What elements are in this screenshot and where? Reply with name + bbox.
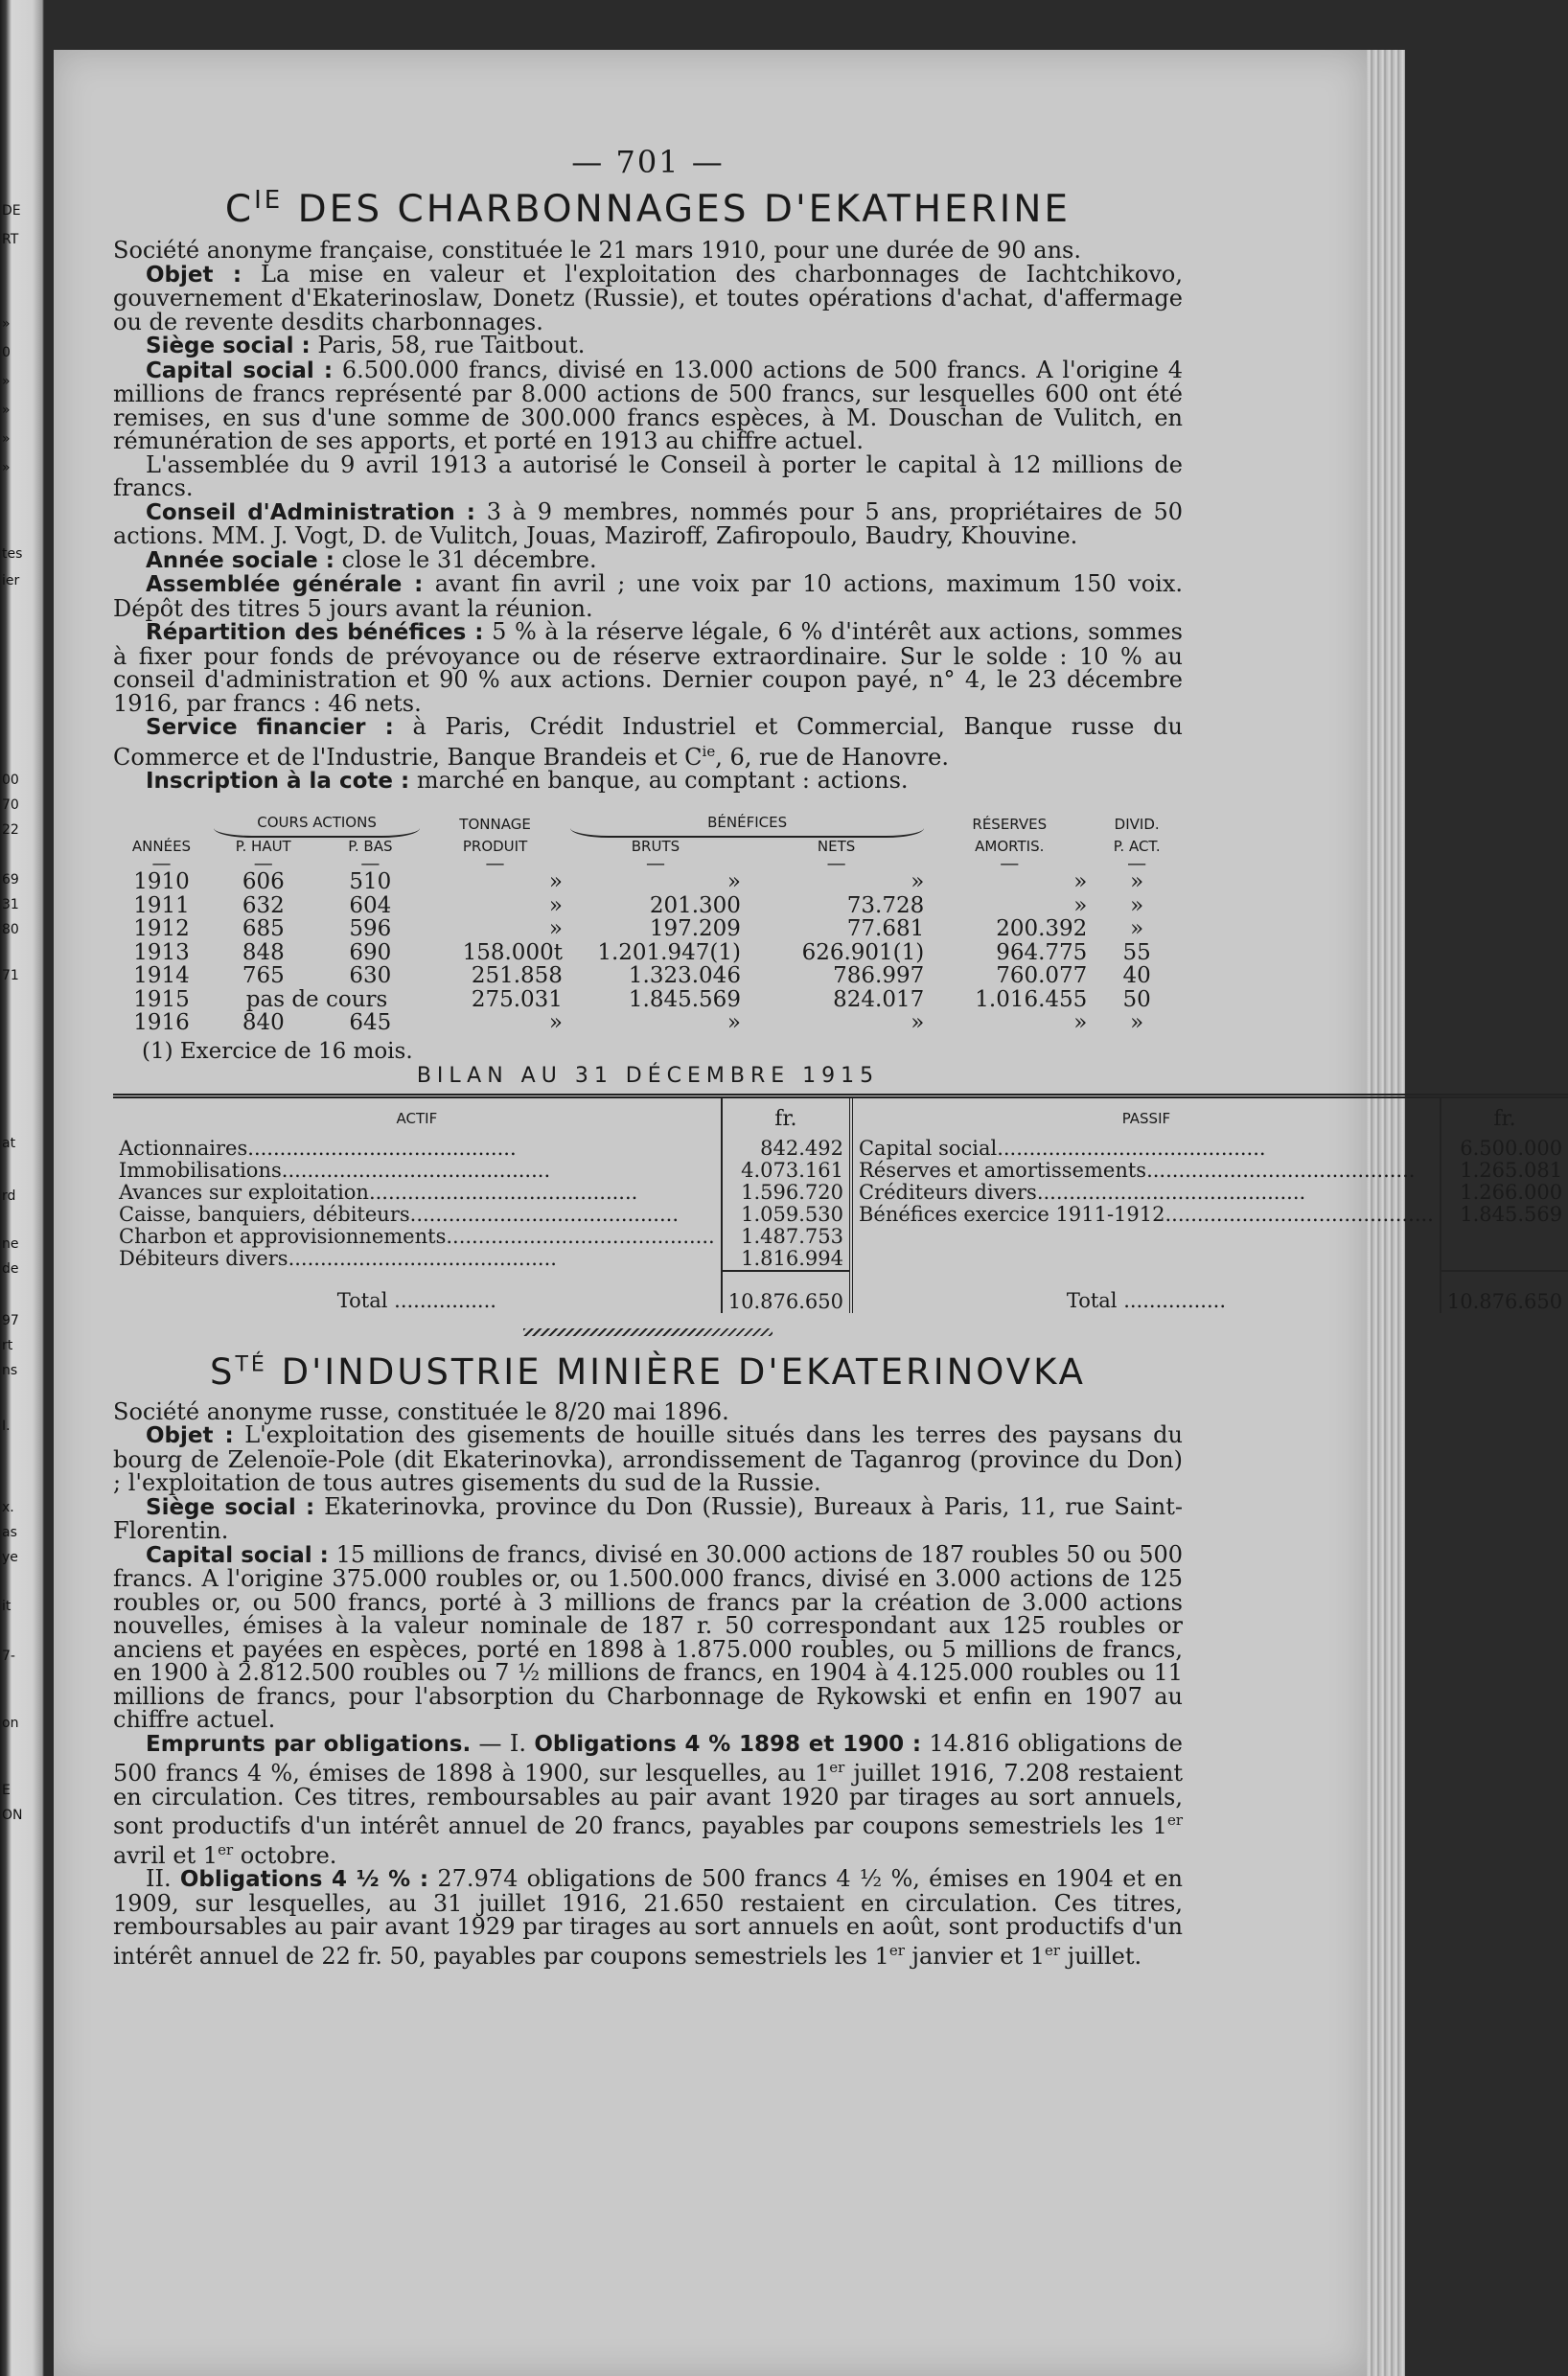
adjacent-page-margin — [0, 0, 44, 2376]
actif-amount: 1.487.753 — [722, 1226, 851, 1248]
margin-fragment: 22 — [2, 822, 19, 838]
margin-fragment: 0 — [2, 345, 11, 360]
cell-tonnage: 275.031 — [471, 986, 563, 1012]
assemblee-generale-paragraph: Assemblée générale : avant fin avril ; une voix par 10 actions, maximum 150 voix. Dépôt des titres 5 jours avant la réunion. — [113, 570, 1183, 622]
margin-fragment: 7- — [2, 1649, 15, 1664]
header-reserves: RÉSERVES — [972, 815, 1048, 833]
cell-nets: 824.017 — [833, 986, 925, 1012]
cell-tonnage: » — [548, 892, 563, 918]
cell-annee: 1912 — [133, 916, 190, 941]
cell-haut: 848 — [242, 939, 285, 965]
cell-tonnage: » — [548, 916, 563, 941]
bilan-table — [113, 1094, 1568, 1313]
cell-bas: 690 — [349, 939, 392, 965]
section-divider — [523, 1328, 772, 1336]
service-financier-paragraph: Service financier : à Paris, Crédit Industriel et Commercial, Banque russe du Commerce et de l'Industrie, Banque Brandeis et $C^{ie}$, 6, rue de Hanovre. — [113, 713, 1183, 771]
passif-label — [851, 1248, 1441, 1271]
cell-annee: 1914 — [133, 963, 190, 988]
passif-amount: 6.500.000 — [1441, 1138, 1568, 1160]
cell-reserves: 964.775 — [996, 939, 1088, 965]
company2-siege: Siège social : Ekaterinovka, province du Don (Russie), Bureaux à Paris, 11, rue Saint-Florentin. — [113, 1492, 1183, 1544]
company2-obligations-2: II. Obligations 4 ½ % : 27.974 obligations de 500 francs 4 ½ %, émises en 1904 et en 1909, sur lesquelles, au 31 juillet 1916, 21.650 restaient en circulation. Ces titres, remboursables au pair avant 1929 par tirages au sort annuels en août, sont productifs d'un intérêt annuel de 22 fr. 50, payables par coupons semestriels les 1er janvier et 1er juillet. — [113, 1865, 1183, 1970]
cell-tonnage: » — [548, 869, 563, 894]
margin-fragment: rd — [2, 1188, 16, 1204]
cell-reserves: » — [1073, 1010, 1088, 1035]
margin-fragment: ne — [2, 1236, 19, 1252]
cell-bas: 510 — [349, 869, 392, 894]
margin-fragment: it — [2, 1599, 12, 1614]
table-row — [113, 964, 1183, 988]
company-title-ekatherine: $C^{IE}$ DES CHARBONNAGES D'EKATHERINE — [224, 186, 1072, 231]
header-p-bas: P. BAS — [348, 838, 393, 855]
passif-amount — [1441, 1248, 1568, 1271]
margin-fragment: x. — [2, 1500, 14, 1515]
table-row — [113, 941, 1183, 965]
margin-fragment: I. — [2, 1419, 11, 1434]
cell-reserves: » — [1073, 892, 1088, 918]
header-cours-actions: COURS ACTIONS — [214, 811, 420, 839]
actif-amount: 4.073.161 — [722, 1160, 851, 1182]
margin-fragment: ye — [2, 1550, 18, 1565]
bilan-row — [113, 1204, 1568, 1226]
cell-haut: 632 — [242, 892, 285, 918]
company2-capital: Capital social : 15 millions de francs, divisé en 30.000 actions de 187 roubles 50 ou 500 francs. A l'origine 375.000 roubles or, ou 1.500.000 francs, divisé en 3.000 actions de 125 roubles or, ou 500 francs, porté à 3 millions de francs par la création de 3.000 actions nouvelles, émises à la valeur nominale de 187 r. 50 correspondant aux 125 roubles or anciens et payées en espèces, porté en 1898 à 1.875.000 roubles, ou 5 millions de francs, en 1900 à 2.812.500 roubles ou 7 ½ millions de francs, en 1904 à 4.125.000 roubles ou 11 millions de francs, pour l'absorption du Charbonnage de Rykowski et enfin en 1907 au chiffre actuel. — [113, 1540, 1184, 1733]
margin-fragment: tes — [2, 546, 23, 562]
actif-amount: 1.059.530 — [722, 1204, 851, 1226]
header-nets: NETS — [817, 838, 856, 855]
margin-fragment: » — [2, 460, 11, 475]
margin-fragment: » — [2, 374, 11, 389]
margin-fragment: » — [2, 431, 11, 447]
company-intro: Société anonyme française, constituée le 21 mars 1910, pour une durée de 90 ans. — [113, 237, 1081, 264]
cell-nets: 73.728 — [846, 892, 925, 918]
cell-annee: 1916 — [133, 1010, 190, 1035]
cell-divid: » — [1130, 916, 1144, 941]
margin-fragment: 70 — [2, 797, 19, 813]
table-row — [113, 917, 1183, 941]
cell-nets: » — [911, 1010, 925, 1035]
passif-amount: 1.845.569 — [1441, 1204, 1568, 1226]
bilan-row — [113, 1160, 1568, 1182]
passif-label: Réserves et amortissements.......................................... — [858, 1158, 1416, 1182]
cell-haut: 765 — [242, 963, 285, 988]
cell-divid: » — [1130, 892, 1144, 918]
total-passif-label: Total ................ — [1066, 1289, 1227, 1312]
margin-fragment: ier — [2, 573, 20, 588]
header-p-haut: P. HAUT — [235, 838, 291, 855]
cell-bas: 630 — [349, 963, 392, 988]
passif-label — [851, 1226, 1441, 1248]
actif-label: Caisse, banquiers, débiteurs.......................................... — [119, 1202, 680, 1226]
cell-haut: 606 — [242, 869, 285, 894]
passif-currency: fr. — [1441, 1096, 1568, 1138]
siege-paragraph: Siège social : Paris, 58, rue Taitbout. — [146, 332, 586, 358]
bilan-row — [113, 1138, 1568, 1160]
margin-fragment: 80 — [2, 922, 19, 937]
cell-tonnage: 158.000t — [462, 939, 563, 965]
assemblee-1913-paragraph: L'assemblée du 9 avril 1913 a autorisé le Conseil à porter le capital à 12 millions de francs. — [113, 450, 1183, 501]
actif-currency: fr. — [722, 1096, 851, 1138]
cell-reserves: 200.392 — [996, 916, 1088, 941]
cell-haut: pas de cours — [245, 986, 388, 1012]
margin-fragment: 00 — [2, 773, 19, 788]
company-title-ekaterinovka: $S^{TÉ}$ D'INDUSTRIE MINIÈRE D'EKATERINOVKA — [209, 1350, 1086, 1393]
table-row — [113, 1011, 1183, 1035]
cell-reserves: 760.077 — [996, 963, 1088, 988]
margin-fragment: on — [2, 1716, 19, 1731]
cell-annee: 1915 — [133, 986, 190, 1012]
passif-amount: 1.265.081 — [1441, 1160, 1568, 1182]
total-actif-label: Total ................ — [336, 1289, 496, 1312]
bilan-row — [113, 1182, 1568, 1204]
objet-paragraph: Objet : La mise en valeur et l'exploitation des charbonnages de Iachtchikovo, gouvernement d'Ekaterinoslaw, Donetz (Russie), et toutes opérations d'achat, d'affermage ou de revente desdits charbonnages. — [113, 260, 1184, 335]
passif-label: Capital social.......................................... — [858, 1136, 1266, 1160]
header-divid: DIVID. — [1114, 815, 1160, 833]
page-content — [113, 144, 1563, 1970]
cell-reserves: 1.016.455 — [975, 986, 1088, 1012]
actif-label: Débiteurs divers.......................................... — [119, 1247, 557, 1270]
cell-annee: 1911 — [133, 892, 190, 918]
cell-divid: 40 — [1122, 963, 1151, 988]
margin-fragment: E — [2, 1783, 11, 1798]
company2-intro: Société anonyme russe, constituée le 8/20 mai 1896. — [113, 1397, 729, 1425]
header-amortis: AMORTIS. — [975, 838, 1045, 855]
statistics-table — [113, 811, 1183, 1035]
cell-haut: 840 — [242, 1010, 285, 1035]
margin-fragment: RT — [2, 232, 19, 247]
cell-divid: » — [1130, 869, 1144, 894]
table-row — [113, 988, 1183, 1012]
cell-divid: 50 — [1122, 986, 1151, 1012]
inscription-paragraph: Inscription à la cote : marché en banque, au comptant : actions. — [146, 767, 909, 794]
bilan-row — [113, 1226, 1568, 1248]
header-p-act: P. ACT. — [1113, 838, 1161, 855]
cell-haut: 685 — [242, 916, 285, 941]
cell-nets: 786.997 — [833, 963, 925, 988]
passif-amount: 1.266.000 — [1441, 1182, 1568, 1204]
margin-fragment: ns — [2, 1363, 18, 1378]
repartition-paragraph: Répartition des bénéfices : 5 % à la réserve légale, 6 % d'intérêt aux actions, sommes à fixer pour fonds de prévoyance ou de réserve extraordinaire. Sur le solde : 10 % au conseil d'administration et 90 % aux actions. Dernier coupon payé, n° 4, le 23 décembre 1916, par francs : 46 nets. — [113, 618, 1183, 717]
conseil-paragraph: Conseil d'Administration : 3 à 9 membres, nommés pour 5 ans, propriétaires de 50 actions. MM. J. Vogt, D. de Vulitch, Jouas, Maziroff, Zafiropoulo, Baudry, Khouvine. — [113, 497, 1183, 549]
actif-label: Actionnaires.......................................... — [119, 1136, 517, 1160]
margin-fragment: ON — [2, 1808, 23, 1823]
cell-bas: 645 — [349, 1010, 392, 1035]
bilan-total-row — [113, 1271, 1568, 1313]
cell-tonnage: 251.858 — [471, 963, 563, 988]
header-produit: PRODUIT — [462, 838, 528, 855]
bilan-row — [113, 1248, 1568, 1271]
cell-tonnage: » — [548, 1010, 563, 1035]
cell-bruts: 201.300 — [649, 892, 741, 918]
header-bruts: BRUTS — [631, 838, 680, 855]
actif-amount: 1.596.720 — [722, 1182, 851, 1204]
footnote: (1) Exercice de 16 mois. — [142, 1038, 413, 1064]
total-actif-amount: 10.876.650 — [722, 1271, 851, 1313]
margin-fragment: 97 — [2, 1313, 19, 1328]
header-benefices: BÉNÉFICES — [570, 811, 924, 839]
bilan-title: BILAN AU 31 DÉCEMBRE 1915 — [416, 1063, 880, 1088]
company2-objet: Objet : L'exploitation des gisements de houille situés dans les terres des paysans du bourg de Zelenoïe-Pole (dit Ekaterinovka), arrondissement de Taganrog (province du Don) ; l'exploitation de tous autres gisements du sud de la Russie. — [113, 1421, 1184, 1496]
company2-emprunts: Emprunts par obligations. — I. Obligations 4 % 1898 et 1900 : 14.816 obligations de 500 francs 4 %, émises de 1898 à 1900, sur lesquelles, au 1er juillet 1916, 7.208 restaient en circulation. Ces titres, remboursables au pair avant 1920 par tirages au sort annuels, sont productifs d'un intérêt annuel de 20 francs, payables par coupons semestriels les 1er avril et 1er octobre. — [113, 1729, 1183, 1869]
cell-reserves: » — [1073, 869, 1088, 894]
cell-bruts: » — [726, 869, 741, 894]
margin-fragment: DE — [2, 203, 21, 219]
cell-annee: 1913 — [133, 939, 190, 965]
actif-amount: 842.492 — [722, 1138, 851, 1160]
total-passif-amount: 10.876.650 — [1441, 1271, 1568, 1313]
actif-label: Charbon et approvisionnements.......................................... — [119, 1224, 715, 1248]
actif-label: Avances sur exploitation.......................................... — [119, 1180, 638, 1204]
capital-paragraph: Capital social : 6.500.000 francs, divisé en 13.000 actions de 500 francs. A l'origine 4 millions de francs représenté par 8.000 actions de 500 francs, sur lesquelles 600 ont été remises, en sus d'une somme de 300.000 francs espèces, à M. Douschan de Vulitch, en rémunération de ses apports, et porté en 1913 au chiffre actuel. — [113, 356, 1183, 454]
cell-bruts: 1.845.569 — [628, 986, 741, 1012]
cell-bas: 596 — [349, 916, 392, 941]
cell-bruts: 197.209 — [649, 916, 741, 941]
actif-header: ACTIF — [396, 1109, 438, 1127]
margin-fragment: at — [2, 1136, 16, 1151]
header-dash-row: — — — — — — — — — [151, 851, 1147, 874]
margin-fragment: 71 — [2, 968, 19, 983]
cell-divid: » — [1130, 1010, 1144, 1035]
margin-fragment: » — [2, 316, 11, 332]
cell-bas: 604 — [349, 892, 392, 918]
cell-nets: 626.901(1) — [801, 939, 925, 965]
passif-label: Créditeurs divers.......................................... — [858, 1180, 1306, 1204]
passif-header: PASSIF — [1121, 1109, 1171, 1127]
page-number: — 701 — — [571, 144, 725, 180]
margin-fragment: rt — [2, 1338, 13, 1353]
cell-divid: 55 — [1122, 939, 1151, 965]
cell-nets: » — [911, 869, 925, 894]
cell-nets: 77.681 — [846, 916, 925, 941]
actif-label: Immobilisations.......................................... — [119, 1158, 551, 1182]
passif-amount — [1441, 1226, 1568, 1248]
cell-annee: 1910 — [133, 869, 190, 894]
margin-fragment: de — [2, 1261, 19, 1277]
margin-fragment: 31 — [2, 897, 19, 912]
actif-amount: 1.816.994 — [722, 1248, 851, 1271]
passif-label: Bénéfices exercice 1911-1912.......................................... — [858, 1202, 1434, 1226]
margin-fragment: 69 — [2, 872, 19, 888]
annee-sociale-paragraph: Année sociale : close le 31 décembre. — [146, 545, 597, 573]
margin-fragment: as — [2, 1525, 17, 1540]
cell-bruts: 1.201.947(1) — [597, 939, 741, 965]
margin-fragment: » — [2, 403, 11, 418]
header-annees: ANNÉES — [131, 838, 192, 855]
header-tonnage: TONNAGE — [459, 815, 531, 833]
cell-bruts: » — [726, 1010, 741, 1035]
table-row — [113, 894, 1183, 918]
cell-bruts: 1.323.046 — [628, 963, 741, 988]
